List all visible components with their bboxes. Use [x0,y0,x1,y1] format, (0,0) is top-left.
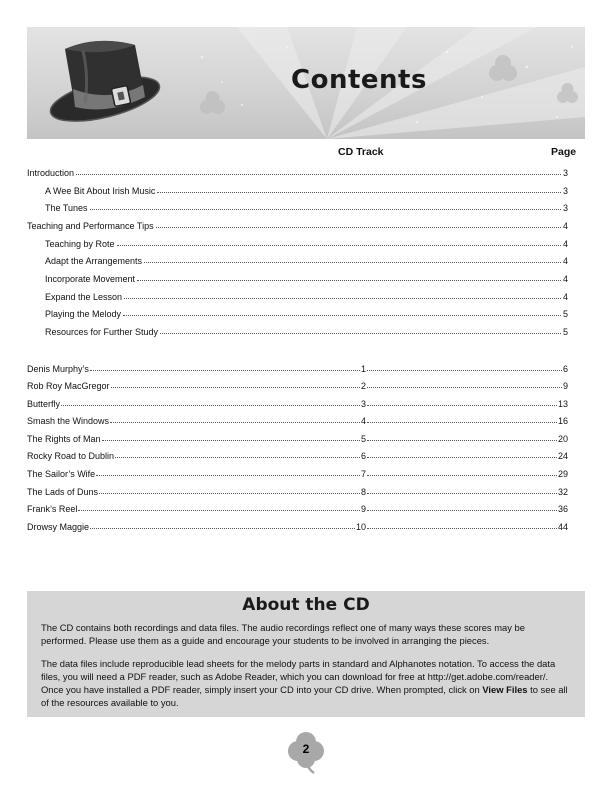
view-files-label: View Files [482,684,528,695]
tune-title: Smash the Windows [27,416,110,426]
leader-dots [367,369,562,371]
tune-page: 6 [562,364,568,374]
tune-title: The Lads of Duns [27,487,99,497]
tune-track: 6 [360,451,366,461]
leader-dots [367,421,557,423]
tune-track: 10 [355,522,366,532]
toc-page: 3 [562,168,568,178]
tune-page: 20 [557,434,568,444]
toc-row-the-tunes[interactable] [45,199,568,213]
page-title: Contents [291,65,427,95]
about-cd-title: About the CD [242,595,370,615]
tune-title: Denis Murphy’s [27,364,89,374]
tune-row[interactable] [27,483,568,497]
leader-dots [78,509,360,511]
toc-page: 4 [562,274,568,284]
page-number: 2 [302,742,310,756]
top-hat-icon [27,27,167,139]
leader-dots [367,474,557,476]
about-p2-text: The data files include reproducible lead sheets for the melody parts in standard and Alphanotes notation. To access the data files, you will need a PDF reader, such as Adobe Reader, which you can download for free at http://get.adobe.com/reader/. Once you have installed a PDF reader, simply insert your CD into your CD drive. When prompted, click on [41,658,556,695]
page-number-badge [284,731,328,775]
leader-dots [144,261,561,263]
tune-page: 36 [557,504,568,514]
tune-page: 16 [557,416,568,426]
tune-row[interactable] [27,360,568,374]
toc-row-resources[interactable] [45,323,568,337]
toc-page: 4 [562,221,568,231]
tune-row[interactable] [27,447,568,461]
toc-row-teaching-tips[interactable] [27,217,568,231]
tune-page: 9 [562,381,568,391]
tune-row[interactable] [27,500,568,514]
toc-label: Resources for Further Study [45,327,159,337]
tune-track: 4 [360,416,366,426]
toc-row-introduction[interactable] [27,164,568,178]
leader-dots [111,386,360,388]
cd-track-column-header: CD Track [338,146,384,158]
leader-dots [96,474,360,476]
leader-dots [367,439,557,441]
tune-page: 32 [557,487,568,497]
leader-dots [367,527,557,529]
toc-page: 5 [562,327,568,337]
tune-title: Frank’s Reel [27,504,78,514]
tune-row[interactable] [27,430,568,444]
leader-dots [367,509,557,511]
page-column-header: Page [551,146,577,158]
leader-dots [156,226,561,228]
tune-row[interactable] [27,395,568,409]
toc-row-expand-lesson[interactable] [45,288,568,302]
tune-title: The Rights of Man [27,434,101,444]
toc-row-irish-music[interactable] [45,182,568,196]
toc-label: Expand the Lesson [45,292,123,302]
leader-dots [137,279,561,281]
toc-page: 3 [562,203,568,213]
toc-row-adapt-arrangements[interactable] [45,252,568,266]
about-cd-box [27,591,585,717]
tune-page: 44 [557,522,568,532]
tune-title: Butterfly [27,399,61,409]
leader-dots [367,492,557,494]
tune-row[interactable] [27,465,568,479]
tune-track: 9 [360,504,366,514]
leader-dots [90,369,360,371]
tune-title: The Sailor’s Wife [27,469,96,479]
leader-dots [160,332,561,334]
leader-dots [367,386,562,388]
toc-label: Teaching and Performance Tips [27,221,154,231]
leader-dots [90,208,561,210]
leader-dots [157,191,561,193]
tune-page: 13 [557,399,568,409]
tune-title: Drowsy Maggie [27,522,90,532]
toc-label: The Tunes [45,203,88,213]
toc-label: Introduction [27,168,75,178]
toc-label: Playing the Melody [45,309,122,319]
toc-page: 4 [562,239,568,249]
toc-row-playing-melody[interactable] [45,305,568,319]
tune-track: 1 [360,364,366,374]
toc-row-teaching-by-rote[interactable] [45,235,568,249]
header-banner [27,27,585,139]
leader-dots [99,492,360,494]
tune-row[interactable] [27,518,568,532]
tune-page: 24 [557,451,568,461]
tune-track: 8 [360,487,366,497]
tune-page: 29 [557,469,568,479]
tune-track: 5 [360,434,366,444]
about-p2-text-end: to see all of the resources available to you. [41,684,568,708]
leader-dots [123,314,561,316]
leader-dots [61,404,360,406]
tune-track: 7 [360,469,366,479]
leader-dots [367,456,557,458]
leader-dots [117,244,561,246]
tune-track: 2 [360,381,366,391]
about-paragraph-2 [41,657,571,709]
tune-title: Rocky Road to Dublin [27,451,115,461]
leader-dots [124,297,561,299]
toc-label: A Wee Bit About Irish Music [45,186,156,196]
tune-track: 3 [360,399,366,409]
toc-label: Incorporate Movement [45,274,136,284]
toc-page: 3 [562,186,568,196]
tune-title: Rob Roy MacGregor [27,381,110,391]
leader-dots [115,456,360,458]
leader-dots [102,439,360,441]
toc-page: 5 [562,309,568,319]
toc-page: 4 [562,256,568,266]
tune-row[interactable] [27,412,568,426]
toc-label: Teaching by Rote [45,239,115,249]
toc-label: Adapt the Arrangements [45,256,143,266]
toc-row-incorporate-movement[interactable] [45,270,568,284]
about-paragraph-1: The CD contains both recordings and data files. The audio recordings reflect one of many ways these scores may be performed. Please use them as a guide and encourage your students to be involved in arranging the pieces. [41,622,525,646]
tune-row[interactable] [27,377,568,391]
leader-dots [367,404,557,406]
leader-dots [76,173,561,175]
leader-dots [90,527,355,529]
toc-page: 4 [562,292,568,302]
leader-dots [110,421,360,423]
